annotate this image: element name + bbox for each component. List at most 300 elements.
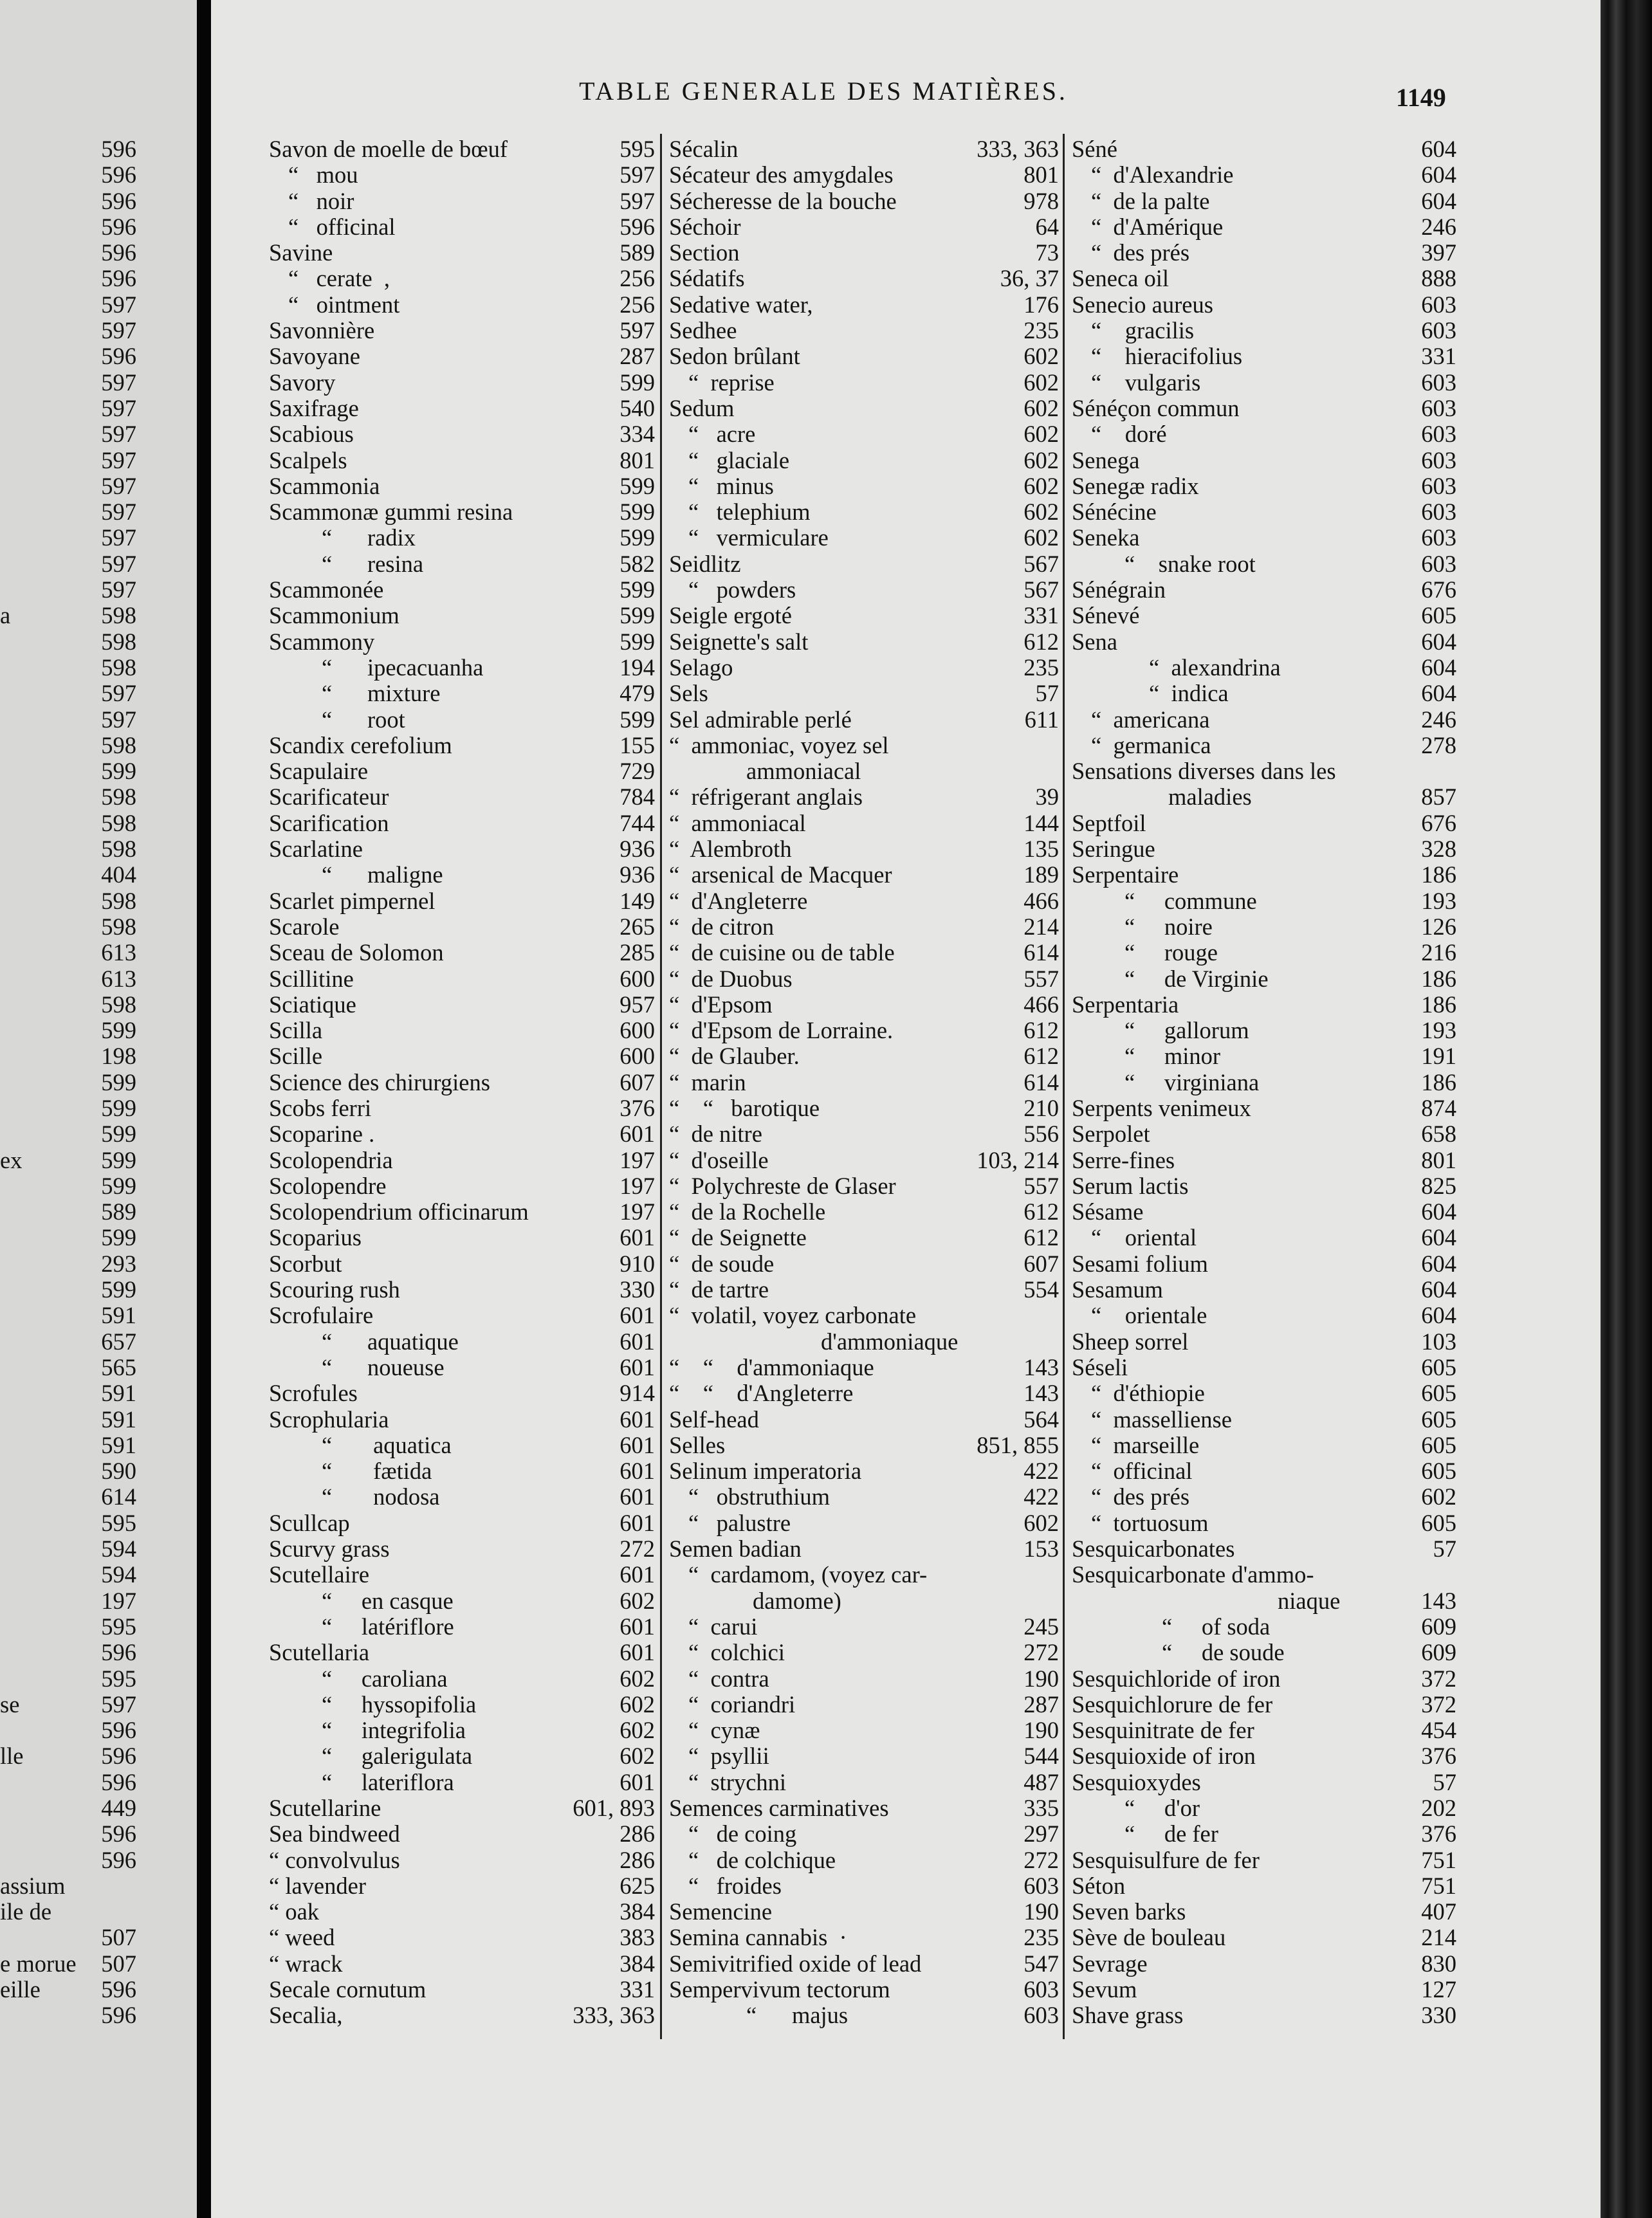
entry-term: Scapulaire	[269, 758, 369, 785]
index-entry	[269, 1148, 655, 1173]
entry-page-ref: 857	[1421, 784, 1456, 811]
entry-term: Sedative water,	[669, 291, 813, 318]
left-entry-page-ref: 597	[101, 369, 136, 396]
entry-term: Sel admirable perlé	[669, 706, 852, 733]
entry-term: “ de cuisine ou de table	[669, 939, 895, 966]
entry-term: “ palustre	[688, 1509, 791, 1536]
left-page-entry	[0, 1070, 197, 1095]
index-entry	[1072, 655, 1456, 681]
entry-term: Sevrage	[1072, 1950, 1148, 1977]
entry-page-ref: 599	[620, 602, 655, 629]
index-entry	[1072, 525, 1456, 551]
entry-term: “ obstruthium	[688, 1483, 830, 1510]
index-entry	[269, 473, 655, 499]
index-entry	[1072, 318, 1456, 344]
entry-page-ref: 603	[1421, 421, 1456, 448]
entry-term: Sensations diverses dans les	[1072, 758, 1336, 785]
entry-page-ref: 605	[1421, 1406, 1456, 1433]
index-entry	[269, 1433, 655, 1458]
left-page-entry	[0, 421, 197, 447]
index-entry	[269, 1458, 655, 1484]
entry-term: d'ammoniaque	[821, 1328, 959, 1355]
left-page-entry	[0, 370, 197, 396]
entry-term: Semences carminatives	[669, 1795, 889, 1821]
left-entry-page-ref: 599	[101, 758, 136, 785]
left-page-entry	[0, 629, 197, 655]
entry-term: Scarlatine	[269, 836, 363, 863]
entry-term: Science des chirurgiens	[269, 1068, 490, 1095]
left-entry-page-ref: 591	[101, 1380, 136, 1407]
index-entry	[669, 1510, 1059, 1536]
index-entry	[269, 214, 655, 240]
index-entry	[269, 784, 655, 810]
entry-page-ref: 143	[1023, 1380, 1059, 1407]
entry-term: “ cerate ,	[288, 265, 390, 292]
index-entry	[269, 266, 655, 291]
index-entry	[269, 1043, 655, 1069]
entry-page-ref: 602	[620, 1717, 655, 1744]
entry-term: “ minus	[688, 472, 774, 499]
index-entry	[269, 1562, 655, 1588]
index-entry	[669, 1484, 1059, 1510]
entry-page-ref: 189	[1023, 861, 1059, 888]
entry-page-ref: 676	[1421, 576, 1456, 603]
left-entry-page-ref: 597	[101, 576, 136, 603]
entry-term: “ commune	[1124, 887, 1257, 914]
entry-term: “ contra	[688, 1665, 769, 1692]
entry-page-ref: 605	[1421, 1431, 1456, 1458]
entry-page-ref: 601	[620, 1483, 655, 1510]
entry-term: “ de tartre	[669, 1276, 769, 1303]
left-entry-page-ref: 596	[101, 1846, 136, 1873]
entry-page-ref: 278	[1421, 731, 1456, 758]
entry-page-ref: 186	[1421, 1068, 1456, 1095]
index-entry	[669, 1199, 1059, 1225]
entry-term: “ snake root	[1124, 550, 1256, 577]
left-page-entry	[0, 966, 197, 992]
entry-term: “ indica	[1149, 680, 1229, 707]
entry-page-ref: 599	[620, 706, 655, 733]
left-entry-page-ref: 657	[101, 1328, 136, 1355]
entry-page-ref: 155	[620, 731, 655, 758]
entry-page-ref: 601	[620, 1224, 655, 1251]
left-entry-page-ref: 595	[101, 1613, 136, 1640]
entry-term: Scille	[269, 1043, 323, 1070]
entry-page-ref: 335	[1023, 1795, 1059, 1821]
entry-term: Semencine	[669, 1898, 773, 1925]
entry-page-ref: 601	[620, 1509, 655, 1536]
entry-page-ref: 330	[620, 1276, 655, 1303]
left-entry-page-ref: 598	[101, 602, 136, 629]
left-page-entry	[0, 1433, 197, 1458]
entry-page-ref: 603	[1023, 2002, 1059, 2029]
entry-page-ref: 333, 363	[573, 2002, 655, 2029]
left-page-entry	[0, 1407, 197, 1433]
entry-term: “ d'Epsom	[669, 991, 773, 1018]
entry-page-ref: 557	[1023, 1172, 1059, 1199]
entry-term: “ rouge	[1124, 939, 1218, 966]
index-entry	[269, 758, 655, 784]
entry-term: Shave grass	[1072, 2002, 1184, 2029]
entry-term: “ telephium	[688, 499, 811, 526]
entry-page-ref: 851, 855	[977, 1431, 1059, 1458]
left-page-entry	[0, 1251, 197, 1277]
index-entry	[1072, 499, 1456, 525]
entry-page-ref: 127	[1421, 1976, 1456, 2003]
entry-page-ref: 190	[1023, 1717, 1059, 1744]
entry-page-ref: 265	[620, 913, 655, 940]
index-entry	[1072, 577, 1456, 603]
entry-term: “ ipecacuanha	[322, 654, 484, 681]
left-entry-page-ref: 597	[101, 680, 136, 707]
left-page-entry	[0, 1458, 197, 1484]
left-entry-page-ref: 591	[101, 1302, 136, 1329]
entry-term: Scillitine	[269, 965, 354, 992]
entry-page-ref: 605	[1421, 1380, 1456, 1407]
entry-term: “ hieracifolius	[1091, 343, 1243, 370]
index-entry	[1072, 1640, 1456, 1665]
entry-page-ref: 36, 37	[1000, 265, 1059, 292]
index-entry	[1072, 448, 1456, 473]
entry-term: Sesquichlorure de fer	[1072, 1691, 1273, 1718]
entry-term: Scilla	[269, 1017, 323, 1044]
left-entry-page-ref: 598	[101, 809, 136, 836]
entry-page-ref: 256	[620, 291, 655, 318]
entry-term: “ fætida	[322, 1458, 432, 1485]
index-entry	[269, 1536, 655, 1562]
entry-page-ref: 602	[620, 1665, 655, 1692]
column-rule-1	[660, 134, 662, 2039]
entry-term: “ officinal	[288, 213, 396, 240]
entry-page-ref: 384	[620, 1950, 655, 1977]
entry-page-ref: 466	[1023, 887, 1059, 914]
index-entry	[269, 966, 655, 992]
left-entry-term: assium	[0, 1872, 66, 1899]
index-entry	[269, 1510, 655, 1536]
entry-page-ref: 604	[1421, 161, 1456, 188]
left-entry-page-ref: 507	[101, 1924, 136, 1951]
index-entry	[269, 1718, 655, 1743]
left-entry-page-ref: 597	[101, 524, 136, 551]
index-entry	[669, 1718, 1059, 1743]
entry-page-ref: 607	[620, 1068, 655, 1095]
entry-term: “ de nitre	[669, 1121, 762, 1148]
entry-page-ref: 602	[1023, 394, 1059, 421]
entry-term: Savon de moelle de bœuf	[269, 136, 508, 162]
entry-page-ref: 603	[1023, 1976, 1059, 2003]
entry-term: Scammonæ gummi resina	[269, 499, 513, 526]
left-page-entry	[0, 551, 197, 577]
entry-page-ref: 599	[620, 524, 655, 551]
index-entry	[269, 1770, 655, 1795]
entry-page-ref: 611	[1024, 706, 1059, 733]
index-column-1	[269, 136, 655, 2029]
left-entry-page-ref: 598	[101, 784, 136, 811]
left-entry-page-ref: 597	[101, 291, 136, 318]
entry-term: “ arsenical de Macquer	[669, 861, 892, 888]
left-entry-page-ref: 598	[101, 731, 136, 758]
index-entry	[1072, 1588, 1456, 1614]
entry-page-ref: 286	[620, 1846, 655, 1873]
entry-term: Semen badian	[669, 1535, 802, 1563]
entry-page-ref: 604	[1421, 1198, 1456, 1225]
left-page-entry	[0, 784, 197, 810]
entry-page-ref: 330	[1421, 2002, 1456, 2029]
left-entry-term: a	[0, 602, 11, 629]
index-entry	[1072, 1743, 1456, 1769]
left-page-entry	[0, 396, 197, 421]
index-entry	[269, 1873, 655, 1899]
index-entry	[269, 681, 655, 706]
entry-term: Scorbut	[269, 1250, 342, 1277]
index-entry	[669, 681, 1059, 706]
left-entry-page-ref: 599	[101, 1121, 136, 1148]
left-page-entry	[0, 992, 197, 1018]
index-entry	[269, 421, 655, 447]
entry-term: Sésame	[1072, 1198, 1144, 1225]
left-entry-page-ref: 198	[101, 1043, 136, 1070]
index-entry	[269, 318, 655, 344]
index-entry	[1072, 1121, 1456, 1147]
entry-page-ref: 910	[620, 1250, 655, 1277]
entry-page-ref: 246	[1421, 706, 1456, 733]
entry-term: “ minor	[1124, 1043, 1221, 1070]
index-entry	[669, 1225, 1059, 1251]
entry-page-ref: 397	[1421, 239, 1456, 266]
index-entry	[1072, 1251, 1456, 1277]
entry-page-ref: 830	[1421, 1950, 1456, 1977]
left-page-entry	[0, 1355, 197, 1380]
index-entry	[669, 162, 1059, 188]
entry-term: Sesquioxydes	[1072, 1768, 1201, 1795]
left-entry-page-ref: 599	[101, 1146, 136, 1173]
index-entry	[1072, 473, 1456, 499]
left-entry-page-ref: 596	[101, 1976, 136, 2003]
entry-page-ref: 603	[1421, 472, 1456, 499]
left-page-entry	[0, 1821, 197, 1847]
index-entry	[1072, 992, 1456, 1018]
entry-term: Scammonia	[269, 472, 380, 499]
left-page-entry	[0, 707, 197, 733]
entry-page-ref: 936	[620, 861, 655, 888]
index-entry	[1072, 1873, 1456, 1899]
left-entry-page-ref: 599	[101, 1094, 136, 1121]
entry-term: Sénéçon commun	[1072, 394, 1240, 421]
entry-page-ref: 601	[620, 1639, 655, 1666]
index-entry	[669, 1329, 1059, 1355]
entry-page-ref: 176	[1023, 291, 1059, 318]
index-entry	[669, 1951, 1059, 1977]
entry-term: Scandix cerefolium	[269, 731, 452, 758]
index-entry	[669, 188, 1059, 214]
index-entry	[669, 1433, 1059, 1458]
left-page-entry	[0, 214, 197, 240]
entry-page-ref: 614	[1023, 939, 1059, 966]
entry-term: Scolopendria	[269, 1146, 393, 1173]
entry-page-ref: 599	[620, 628, 655, 655]
entry-term: “ ammoniac, voyez sel	[669, 731, 889, 758]
entry-page-ref: 202	[1421, 1795, 1456, 1821]
index-entry	[1072, 966, 1456, 992]
index-entry	[669, 2003, 1059, 2028]
entry-term: Seignette's salt	[669, 628, 809, 655]
entry-term: “ noueuse	[322, 1353, 445, 1380]
entry-page-ref: 603	[1421, 550, 1456, 577]
left-page-entry	[0, 1666, 197, 1692]
entry-page-ref: 186	[1421, 991, 1456, 1018]
entry-term: Section	[669, 239, 740, 266]
entry-term: Saxifrage	[269, 394, 359, 421]
entry-page-ref: 64	[1035, 213, 1059, 240]
entry-term: “ Polychreste de Glaser	[669, 1172, 896, 1199]
entry-term: Sécateur des amygdales	[669, 161, 894, 188]
index-entry	[269, 992, 655, 1018]
entry-term: “ lateriflora	[322, 1768, 454, 1795]
left-page-column	[0, 136, 197, 2029]
index-entry	[669, 603, 1059, 628]
entry-page-ref: 487	[1023, 1768, 1059, 1795]
entry-term: Sénevé	[1072, 602, 1140, 629]
entry-page-ref: 235	[1023, 1924, 1059, 1951]
left-page-entry	[0, 188, 197, 214]
entry-term: “ alexandrina	[1149, 654, 1281, 681]
entry-page-ref: 372	[1421, 1665, 1456, 1692]
entry-term: Séseli	[1072, 1353, 1128, 1380]
entry-term: “ tortuosum	[1091, 1509, 1209, 1536]
entry-page-ref: 601	[620, 1431, 655, 1458]
index-entry	[1072, 1095, 1456, 1121]
index-entry	[269, 655, 655, 681]
entry-term: Séchoir	[669, 213, 741, 240]
index-entry	[269, 1484, 655, 1510]
left-page-entry	[0, 1199, 197, 1225]
entry-term: Seidlitz	[669, 550, 741, 577]
left-page-entry	[0, 1173, 197, 1199]
entry-page-ref: 567	[1023, 550, 1059, 577]
left-page-entry	[0, 1770, 197, 1795]
entry-term: Scolopendrium officinarum	[269, 1198, 529, 1225]
index-entry	[1072, 266, 1456, 291]
left-entry-page-ref: 613	[101, 939, 136, 966]
entry-page-ref: 235	[1023, 654, 1059, 681]
entry-page-ref: 186	[1421, 861, 1456, 888]
index-entry	[1072, 1458, 1456, 1484]
entry-page-ref: 601	[620, 1458, 655, 1485]
entry-term: Selinum imperatoria	[669, 1458, 862, 1485]
index-entry	[1072, 1433, 1456, 1458]
index-entry	[669, 473, 1059, 499]
left-entry-page-ref: 614	[101, 1483, 136, 1510]
entry-term: “ de soude	[1162, 1639, 1285, 1666]
index-entry	[1072, 914, 1456, 940]
left-entry-page-ref: 404	[101, 861, 136, 888]
entry-page-ref: 245	[1023, 1613, 1059, 1640]
left-entry-page-ref: 596	[101, 239, 136, 266]
entry-term: “ oriental	[1091, 1224, 1197, 1251]
index-entry	[1072, 162, 1456, 188]
entry-page-ref: 603	[1421, 369, 1456, 396]
entry-page-ref: 599	[620, 576, 655, 603]
entry-page-ref: 729	[620, 758, 655, 785]
index-entry	[669, 1043, 1059, 1069]
entry-page-ref: 57	[1433, 1535, 1456, 1563]
left-page-entry	[0, 836, 197, 862]
index-entry	[269, 733, 655, 758]
left-entry-page-ref: 590	[101, 1458, 136, 1485]
index-entry	[669, 1770, 1059, 1795]
left-page-entry	[0, 1484, 197, 1510]
index-entry	[1072, 1484, 1456, 1510]
entry-page-ref: 604	[1421, 187, 1456, 214]
left-entry-page-ref: 596	[101, 343, 136, 370]
left-entry-page-ref: 595	[101, 1665, 136, 1692]
entry-page-ref: 604	[1421, 1276, 1456, 1303]
entry-term: damome)	[753, 1587, 841, 1614]
index-entry	[269, 1407, 655, 1433]
left-page-entry	[0, 577, 197, 603]
entry-page-ref: 602	[1023, 472, 1059, 499]
entry-page-ref: 602	[1023, 446, 1059, 473]
entry-term: Self-head	[669, 1406, 759, 1433]
index-entry	[269, 1225, 655, 1251]
entry-page-ref: 605	[1421, 1509, 1456, 1536]
entry-page-ref: 197	[620, 1146, 655, 1173]
left-entry-page-ref: 596	[101, 265, 136, 292]
entry-term: “ de la Rochelle	[669, 1198, 826, 1225]
entry-term: Sesquicarbonate d'ammo-	[1072, 1561, 1314, 1588]
entry-term: “ nodosa	[322, 1483, 440, 1510]
entry-page-ref: 454	[1421, 1717, 1456, 1744]
entry-page-ref: 333, 363	[977, 136, 1059, 162]
entry-term: “ cardamom, (voyez car-	[688, 1561, 928, 1588]
index-entry	[269, 1251, 655, 1277]
entry-term: “ latériflore	[322, 1613, 454, 1640]
entry-term: “ de citron	[669, 913, 775, 940]
entry-term: Septfoil	[1072, 809, 1146, 836]
index-entry	[669, 1018, 1059, 1043]
entry-term: maladies	[1168, 784, 1252, 811]
entry-page-ref: 135	[1023, 836, 1059, 863]
left-page-entry	[0, 1640, 197, 1665]
entry-page-ref: 978	[1023, 187, 1059, 214]
index-entry	[269, 1329, 655, 1355]
entry-term: Scarlet pimpernel	[269, 887, 436, 914]
index-column-2	[669, 136, 1059, 2029]
index-entry	[269, 1355, 655, 1380]
left-page-entry	[0, 266, 197, 291]
entry-term: “ convolvulus	[269, 1846, 400, 1873]
left-entry-page-ref: 589	[101, 1198, 136, 1225]
entry-term: Selles	[669, 1431, 726, 1458]
entry-term: “ d'Angleterre	[669, 887, 808, 914]
entry-term: “ réfrigerant anglais	[669, 784, 863, 811]
entry-page-ref: 599	[620, 499, 655, 526]
entry-term: Serum lactis	[1072, 1172, 1189, 1199]
left-entry-page-ref: 599	[101, 1017, 136, 1044]
entry-term: Sève de bouleau	[1072, 1924, 1226, 1951]
entry-page-ref: 604	[1421, 628, 1456, 655]
entry-page-ref: 540	[620, 394, 655, 421]
entry-page-ref: 544	[1023, 1743, 1059, 1770]
index-entry	[269, 1199, 655, 1225]
entry-term: “ mixture	[322, 680, 441, 707]
index-entry	[269, 707, 655, 733]
left-entry-page-ref: 596	[101, 187, 136, 214]
index-entry	[1072, 758, 1456, 784]
index-entry	[669, 1355, 1059, 1380]
entry-term: Scarificateur	[269, 784, 389, 811]
left-page-entry	[0, 162, 197, 188]
